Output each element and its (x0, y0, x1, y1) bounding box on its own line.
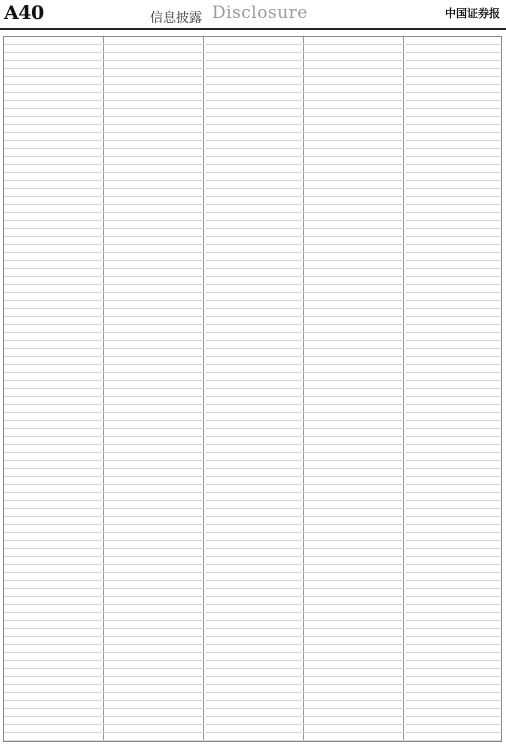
newspaper-logo: 中国证券报 (445, 7, 500, 20)
disclosure-table (3, 36, 502, 742)
table-grid (4, 37, 501, 741)
page-number: A40 (4, 2, 44, 24)
section-title-cn: 信息披露 (150, 11, 203, 26)
page-header (0, 0, 506, 30)
section-title-en: Disclosure (212, 3, 308, 23)
